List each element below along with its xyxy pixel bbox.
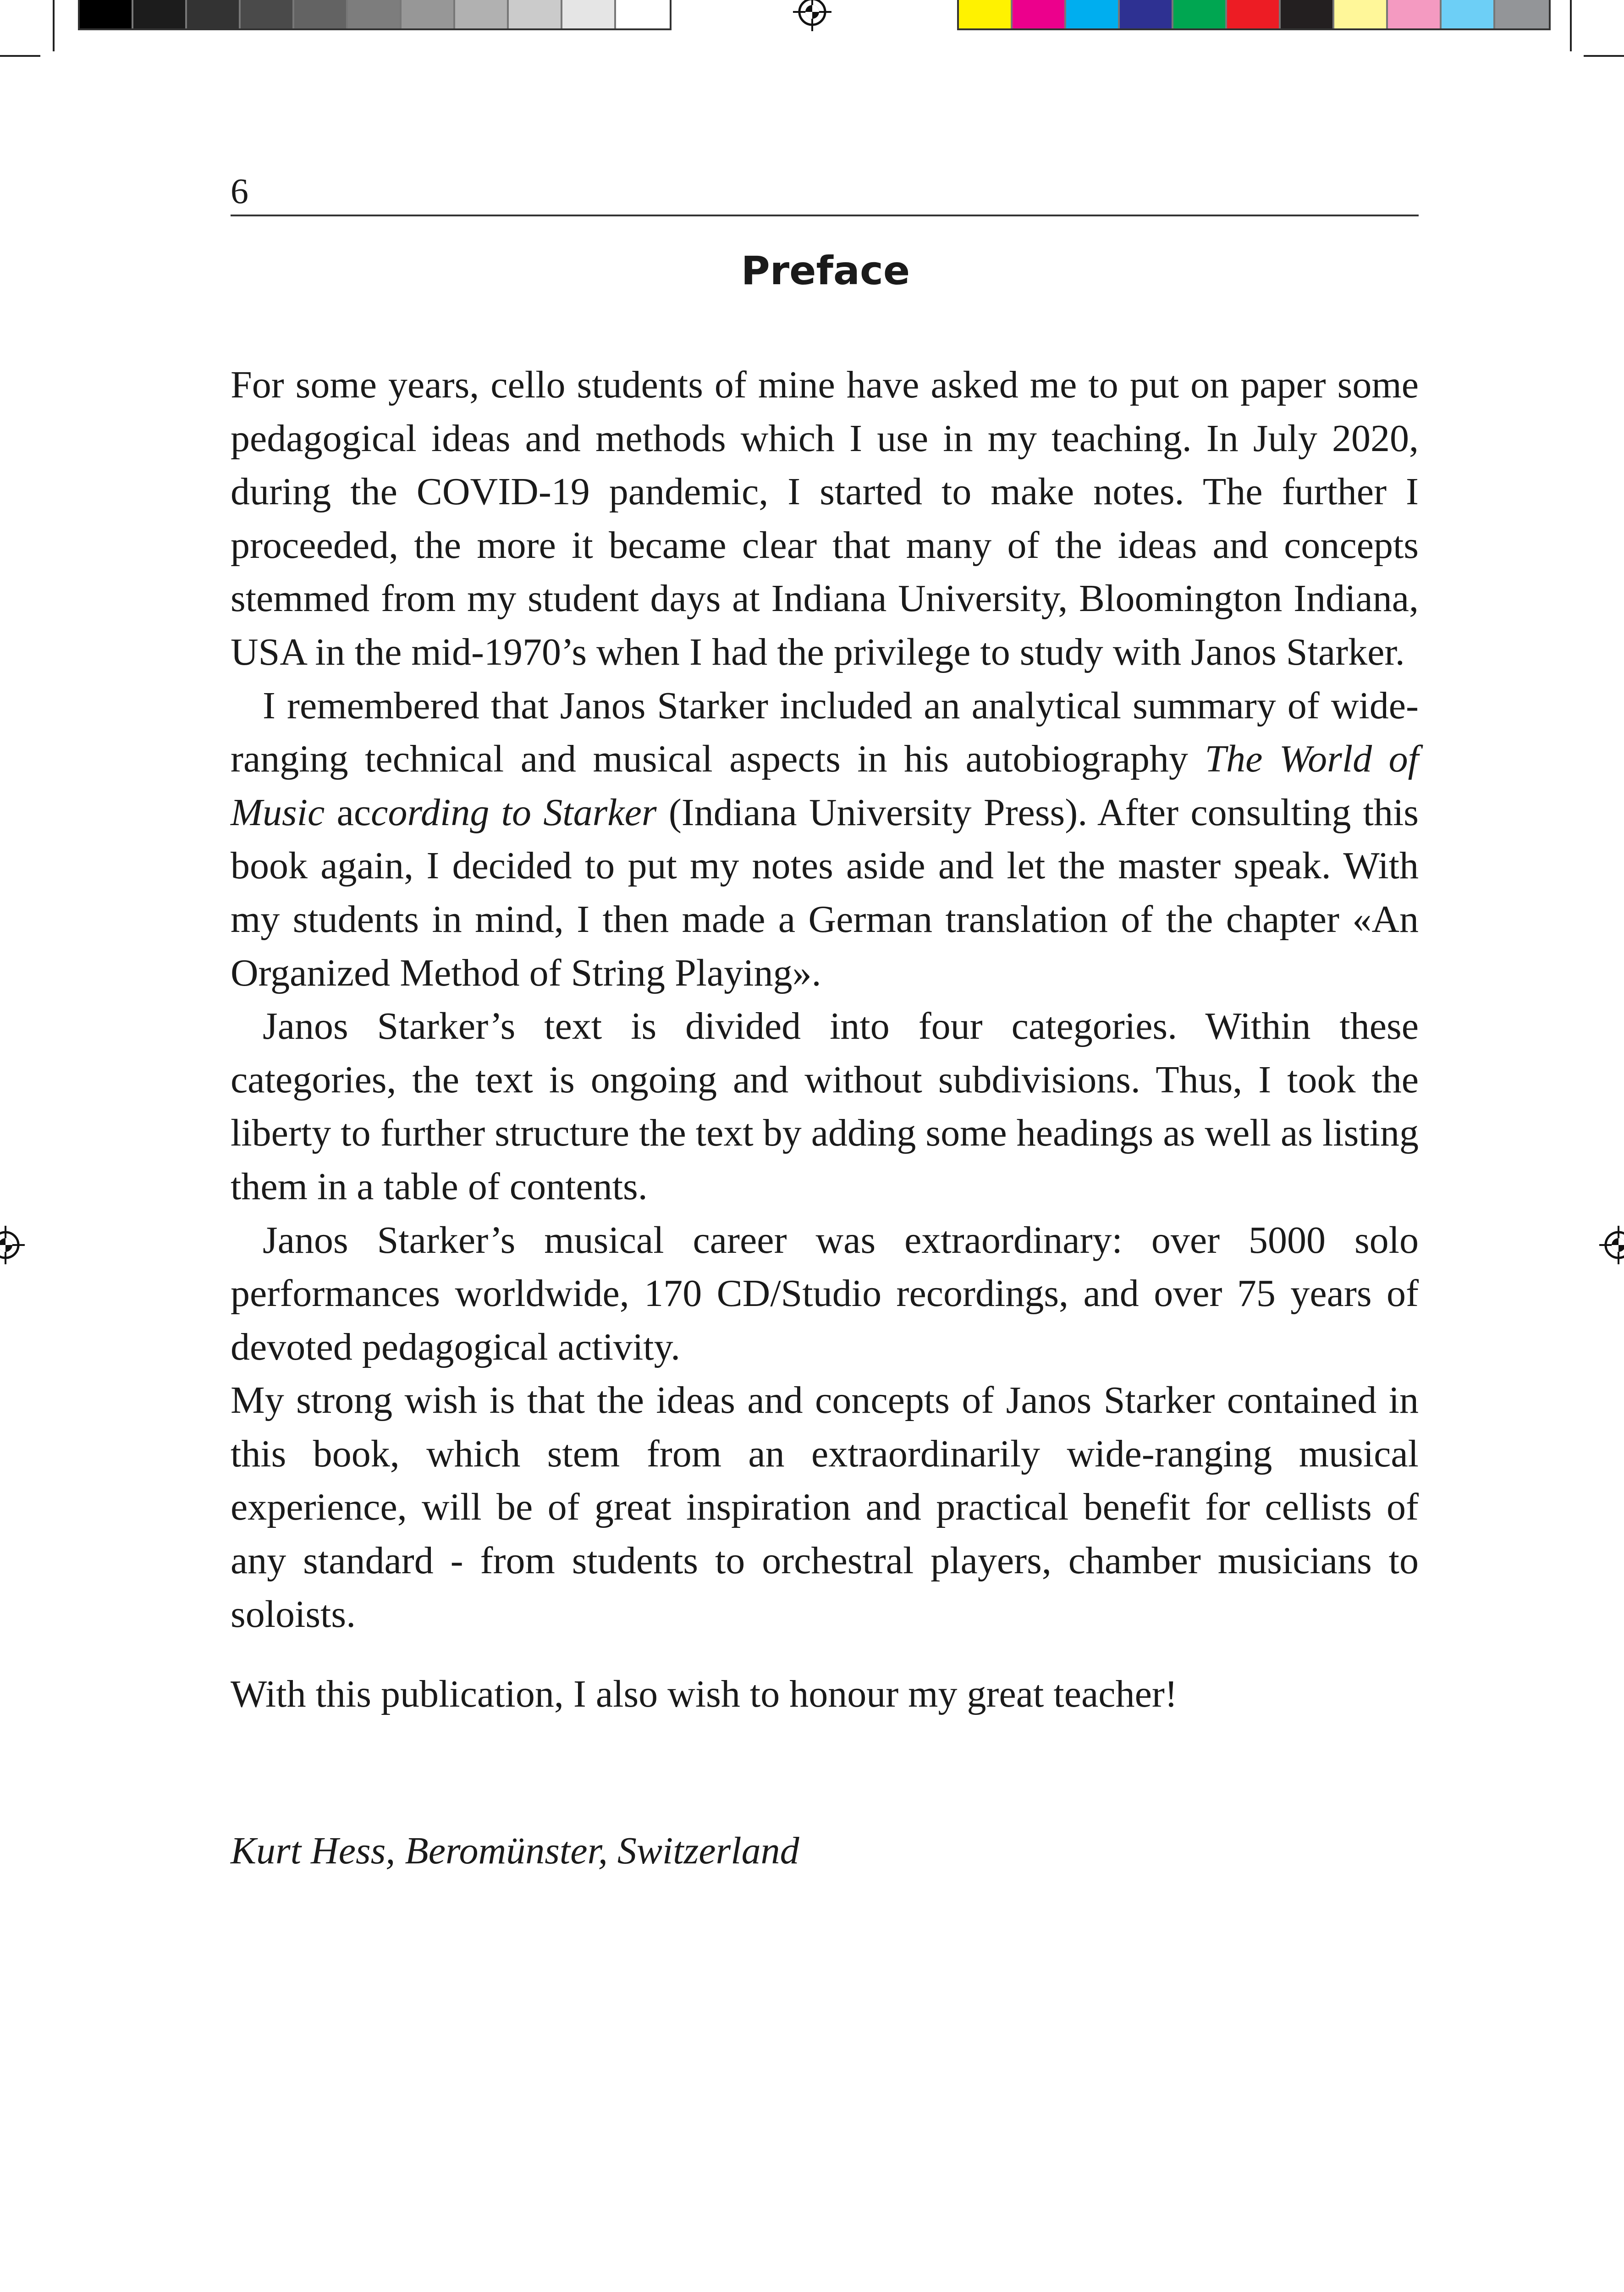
paragraph-2-text-after: (Indiana University Press). After consulting this book again, I decided to put my notes aside and let the master speak. With my students in mind, I then made a German translation of the chapter «An Organized Method of String Playing». bbox=[231, 791, 1419, 994]
paragraph-1: For some years, cello students of mine have asked me to put on paper some pedagogical ideas and methods which I use in my teaching. In July 2020, during the COVID-19 pandemic, I started to make notes. The further I proceeded, the more it became clear that many of the ideas and concepts stemmed from my student days at Indiana University, Bloomington Indiana, USA in the mid-1970’s when I had the privilege to study with Janos Starker. bbox=[231, 364, 1419, 673]
registration-mark-icon bbox=[793, 0, 831, 31]
paragraph-5: My strong wish is that the ideas and concepts of Janos Starker contained in this book, which stem from an extraordinarily wide-ranging musical experience, will be of great inspiration and practical benefit for cellists of any standard - from students to orchestral players, chamber musicians to soloists. bbox=[231, 1379, 1419, 1636]
book-title-part2: cording to Starker bbox=[371, 791, 657, 834]
color-swatch-11 bbox=[1495, 0, 1549, 28]
color-calibration-bar bbox=[957, 0, 1551, 30]
gray-swatch-7 bbox=[402, 0, 455, 28]
gray-swatch-3 bbox=[187, 0, 241, 28]
registration-mark-icon bbox=[1599, 1226, 1624, 1264]
paragraph-2-text-before: I remembered that Janos Starker included an analytical summary of wide-ranging technical and musical aspects in his autobiography bbox=[231, 684, 1419, 781]
crop-mark bbox=[1584, 55, 1624, 57]
color-swatch-9 bbox=[1388, 0, 1442, 28]
gray-swatch-9 bbox=[509, 0, 562, 28]
preface-body bbox=[231, 358, 1419, 1721]
author-signature: Kurt Hess, Beromünster, Switzerland bbox=[231, 1829, 799, 1872]
page-title bbox=[231, 248, 1419, 294]
gray-swatch-8 bbox=[455, 0, 509, 28]
gray-swatch-2 bbox=[133, 0, 187, 28]
color-swatch-10 bbox=[1442, 0, 1495, 28]
registration-mark-icon bbox=[0, 1226, 25, 1264]
book-title-part1: The World of Music bbox=[231, 738, 1419, 834]
color-swatch-8 bbox=[1334, 0, 1388, 28]
crop-mark bbox=[53, 0, 55, 51]
paragraph-3: Janos Starker’s text is divided into four categories. Within these categories, the text is ongoing and without subdivisions. Thus, I took the liberty to further structure the text by adding some headings as well as listing them in a table of contents. bbox=[231, 1005, 1419, 1208]
color-swatch-6 bbox=[1227, 0, 1281, 28]
gray-swatch-1 bbox=[80, 0, 133, 28]
crop-mark bbox=[0, 55, 40, 57]
page-title-text: Preface bbox=[741, 248, 910, 294]
header-rule bbox=[231, 215, 1419, 216]
color-swatch-4 bbox=[1120, 0, 1173, 28]
crop-mark bbox=[1570, 0, 1572, 51]
gray-swatch-4 bbox=[241, 0, 294, 28]
color-swatch-2 bbox=[1013, 0, 1066, 28]
paragraph-6: With this publication, I also wish to honour my great teacher! bbox=[231, 1673, 1178, 1716]
gray-swatch-10 bbox=[562, 0, 616, 28]
color-swatch-1 bbox=[959, 0, 1013, 28]
gray-swatch-11 bbox=[616, 0, 670, 28]
gray-swatch-5 bbox=[294, 0, 348, 28]
gray-swatch-6 bbox=[348, 0, 402, 28]
grayscale-calibration-bar bbox=[78, 0, 672, 30]
page-number: 6 bbox=[231, 171, 248, 211]
color-swatch-3 bbox=[1066, 0, 1120, 28]
color-swatch-5 bbox=[1173, 0, 1227, 28]
book-title-mid: ac bbox=[325, 791, 371, 834]
paragraph-4: Janos Starker’s musical career was extraordinary: over 5000 solo performances worldwide, 170 CD/Studio recordings, and over 75 years of devoted pedagogical activity. bbox=[231, 1218, 1419, 1368]
paragraph-2 bbox=[231, 679, 1419, 1000]
color-swatch-7 bbox=[1281, 0, 1334, 28]
